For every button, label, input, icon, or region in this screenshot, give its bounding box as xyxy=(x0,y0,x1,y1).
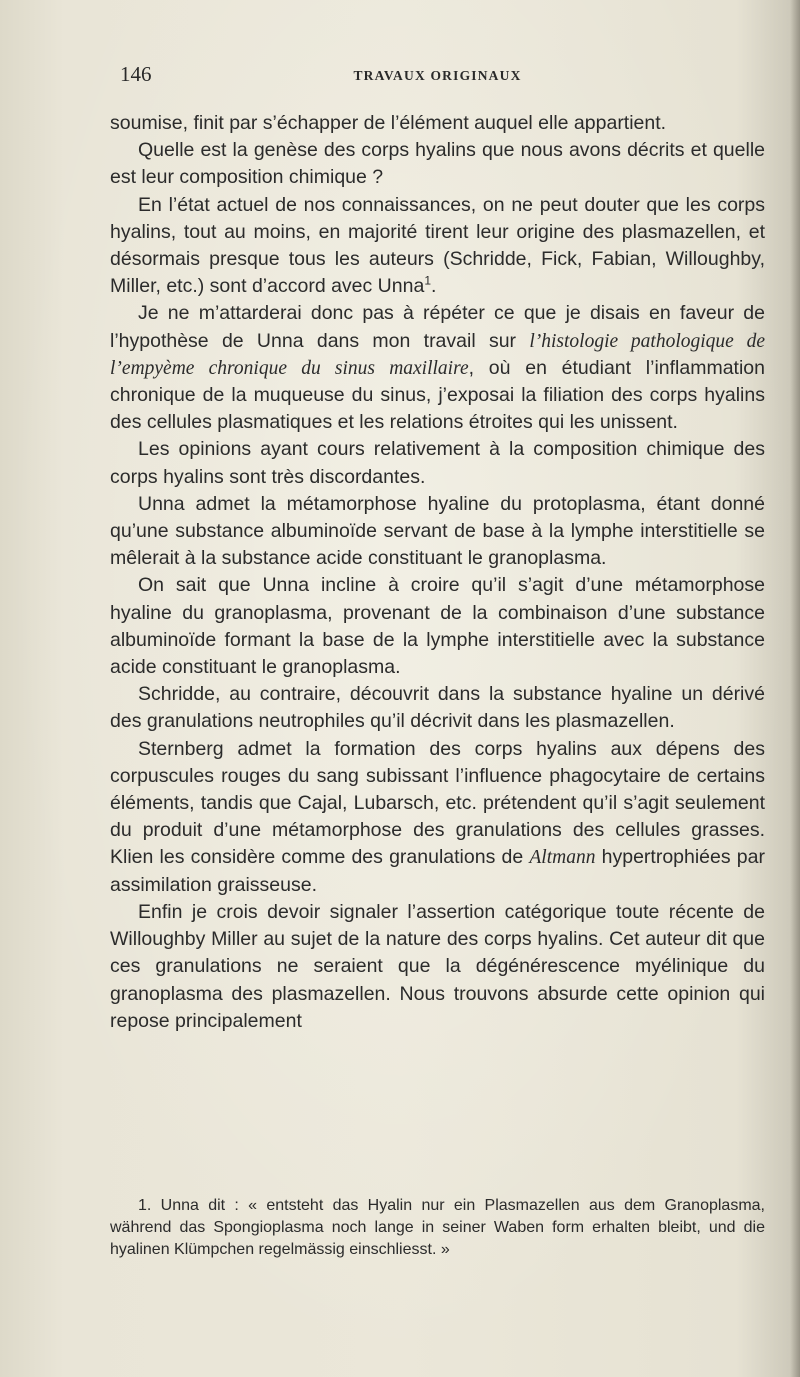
paragraph-3-text: En l’état actuel de nos connaissances, on ne peut douter que les corps hyalins, tout au moins, en majorité tirent leur origine des plasmazellen, et désormais presque tous les auteurs (Schridde, Fick, Fabian, Willoughby, Miller, etc.) sont d’accord avec Unna xyxy=(110,193,765,298)
paragraph-6: Unna admet la métamorphose hyaline du protoplasma, étant donné qu’une substance albuminoïde servant de base à la lymphe interstitielle se mêlerait à la substance acide constituant le granoplasma. xyxy=(110,492,765,570)
body-text xyxy=(110,110,765,1035)
paragraph-9-italic-name: Altmann xyxy=(529,847,596,869)
paragraph-5: Les opinions ayant cours relativement à la composition chimique des corps hyalins sont très discordantes. xyxy=(110,438,765,488)
paragraph-4-title-italic: l’histologie pathologique de l’empyème chronique du sinus maxillaire xyxy=(110,330,765,379)
paragraph-4-start: Je ne m’attarderai donc pas à répéter ce que je disais en faveur de l’hypothèse de Unna dans mon travail sur xyxy=(110,302,765,352)
paragraph-4-end: , où en étudiant l’inflammation chronique de la muqueuse du sinus, j’exposai la filiation des corps hyalins des cellules plasmatiques et les relations étroites qui les unissent. xyxy=(110,356,765,434)
paragraph-10: Enfin je crois devoir signaler l’assertion catégorique toute récente de Willoughby Miller au sujet de la nature des corps hyalins. Cet auteur dit que ces granulations ne seraient que la dégénérescence myélinique du granoplasma des plasmazellen. Nous trouvons absurde cette opinion qui repose principalement xyxy=(110,900,765,1032)
page-header xyxy=(110,62,765,92)
paragraph-8: Schridde, au contraire, découvrit dans la substance hyaline un dérivé des granulations neutrophiles qu’il décrivit dans les plasmazellen. xyxy=(110,683,765,733)
paragraph-9-end: hypertrophiées par assimilation graisseuse. xyxy=(110,846,765,896)
running-head: TRAVAUX ORIGINAUX xyxy=(353,68,522,83)
paragraph-3 xyxy=(110,192,765,301)
page-number: 146 xyxy=(120,62,152,86)
footnote-reference: 1 xyxy=(424,273,431,288)
page-edge-shadow xyxy=(790,0,800,1377)
paragraph-1: soumise, finit par s’échapper de l’élément auquel elle appartient. xyxy=(110,112,667,134)
paragraph-3-end: . xyxy=(431,275,437,298)
paragraph-9 xyxy=(110,736,765,899)
paragraph-9-start: Sternberg admet la formation des corps hyalins aux dépens des corpuscules rouges du sang subissant l’influence phagocytaire de certains éléments, tandis que Cajal, Lubarsch, etc. prétendent qu’il s’agit seulement du produit d’une métamorphose des granulations des cellules grasses. Klien les considère comme des granulations de xyxy=(110,737,765,869)
paragraph-4 xyxy=(110,300,765,436)
footnote: 1. Unna dit : « entsteht das Hyalin nur ein Plasmazellen aus dem Granoplasma, während das Spongioplasma noch lange in seiner Waben form erhalten bleibt, und die hyalinen Klümpchen regelmässig einschliesst. » xyxy=(110,1197,765,1258)
paragraph-7: On sait que Unna incline à croire qu’il s’agit d’une métamorphose hyaline du granoplasma, provenant de la combinaison d’une substance albuminoïde formant la base de la lymphe interstitielle avec la substance acide constituant le granoplasma. xyxy=(110,574,765,679)
paragraph-2: Quelle est la genèse des corps hyalins que nous avons décrits et quelle est leur composition chimique ? xyxy=(110,139,765,189)
